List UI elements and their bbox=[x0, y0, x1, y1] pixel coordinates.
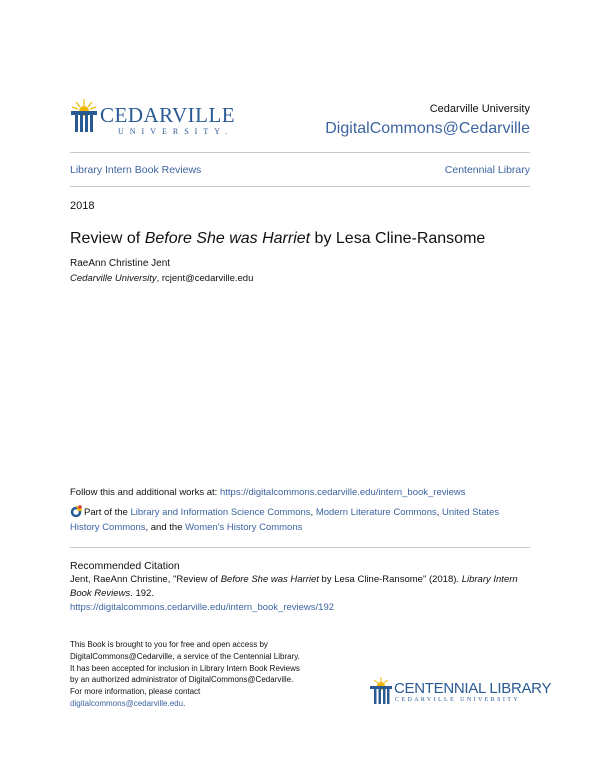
citation-text bbox=[70, 573, 535, 615]
year: 2018 bbox=[70, 200, 95, 212]
citation-series: Library Intern Book Reviews bbox=[70, 574, 518, 599]
citation-heading: Recommended Citation bbox=[70, 560, 180, 572]
commons-link[interactable]: Women's History Commons bbox=[185, 522, 303, 533]
centennial-library-logo bbox=[370, 676, 552, 706]
library-link[interactable]: Centennial Library bbox=[444, 164, 530, 176]
separator: , and the bbox=[145, 522, 186, 533]
partof-label: Part of the bbox=[84, 507, 131, 518]
footer-notice bbox=[70, 639, 300, 710]
author-affiliation bbox=[70, 273, 253, 284]
title-pre: Review of bbox=[70, 230, 145, 247]
pillar-sun-icon bbox=[70, 97, 98, 137]
document-title bbox=[70, 230, 485, 248]
author-name: RaeAnn Christine Jent bbox=[70, 258, 171, 269]
divider bbox=[70, 186, 530, 187]
series-link[interactable]: Library Intern Book Reviews bbox=[70, 164, 202, 176]
pillar-sun-icon bbox=[370, 676, 392, 706]
follow-label: Follow this and additional works at: bbox=[70, 487, 220, 498]
part-of bbox=[70, 505, 530, 535]
commons-link[interactable]: Modern Literature Commons bbox=[315, 507, 437, 518]
commons-link[interactable]: Library and Information Science Commons bbox=[130, 507, 311, 518]
centennial-sub: CEDARVILLE UNIVERSITY bbox=[395, 697, 521, 703]
citation-book: Before She was Harriet bbox=[220, 574, 319, 585]
divider bbox=[70, 547, 530, 548]
separator: , bbox=[310, 507, 316, 518]
separator: , bbox=[436, 507, 443, 518]
logo-name: CEDARVILLE bbox=[100, 103, 236, 127]
citation-part: by Lesa Cline-Ransome" (2018). bbox=[318, 574, 462, 585]
footer-text: This Book is brought to you for free and open access by DigitalCommons@Cedarville, a service of the Centennial Library. It has been accepted for inclusion in Library Intern Book Reviews by an authorized administrator of DigitalCommons@Cedarville. For more information, please contact bbox=[70, 640, 300, 697]
commons-network-icon bbox=[70, 505, 82, 517]
contact-email[interactable]: digitalcommons@cedarville.edu bbox=[70, 698, 184, 708]
citation-url[interactable]: https://digitalcommons.cedarville.edu/intern_book_reviews/192 bbox=[70, 602, 335, 613]
centennial-name: CENTENNIAL LIBRARY bbox=[394, 680, 552, 697]
follow-line bbox=[70, 485, 530, 500]
footer-end: . bbox=[183, 698, 186, 708]
citation-part: . 192. bbox=[130, 588, 154, 599]
divider bbox=[70, 152, 530, 153]
cedarville-logo bbox=[70, 97, 236, 139]
affiliation: Cedarville University bbox=[70, 273, 157, 284]
author-email: , rcjent@cedarville.edu bbox=[156, 273, 254, 284]
citation-part: Jent, RaeAnn Christine, "Review of bbox=[70, 574, 221, 585]
repository-link[interactable]: DigitalCommons@Cedarville bbox=[325, 120, 530, 137]
title-book: Before She was Harriet bbox=[144, 230, 311, 247]
commons-link[interactable]: United States History Commons bbox=[70, 507, 500, 533]
title-post: by Lesa Cline-Ransome bbox=[310, 230, 486, 247]
logo-sub: UNIVERSITY. bbox=[118, 127, 233, 136]
follow-url[interactable]: https://digitalcommons.cedarville.edu/intern_book_reviews bbox=[219, 487, 466, 498]
institution-name: Cedarville University bbox=[429, 103, 530, 115]
